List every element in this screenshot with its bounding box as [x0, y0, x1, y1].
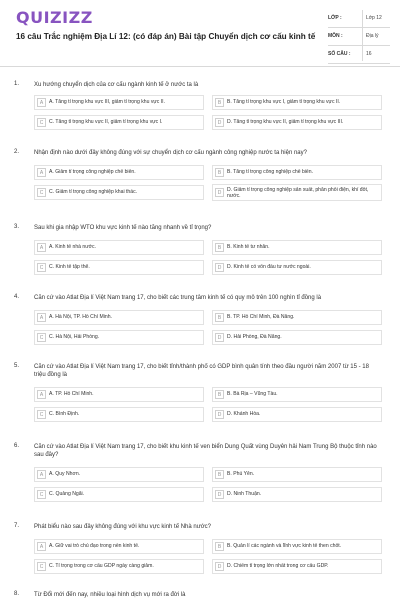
- option-letter: D: [215, 562, 224, 571]
- option-a[interactable]: [34, 467, 204, 482]
- option-text: C. Kinh tế tập thể.: [49, 264, 90, 270]
- question-number: 3.: [14, 224, 20, 230]
- option-letter: D: [215, 118, 224, 127]
- option-letter: C: [37, 188, 46, 197]
- option-c[interactable]: [34, 260, 204, 275]
- option-a[interactable]: [34, 539, 204, 554]
- option-letter: B: [215, 470, 224, 479]
- option-d[interactable]: [212, 260, 382, 275]
- option-letter: B: [215, 243, 224, 252]
- option-text: B. Phú Yên.: [227, 471, 255, 477]
- option-b[interactable]: [212, 467, 382, 482]
- option-b[interactable]: [212, 387, 382, 402]
- meta-row-grade: [328, 10, 390, 28]
- question-number: 1.: [14, 81, 20, 87]
- option-letter: C: [37, 490, 46, 499]
- question-number: 4.: [14, 294, 20, 300]
- option-c[interactable]: [34, 330, 204, 345]
- question-number: 7.: [14, 523, 20, 529]
- option-text: C. Bình Định.: [49, 411, 80, 417]
- option-letter: D: [215, 333, 224, 342]
- option-text: A. Quy Nhơn.: [49, 471, 81, 477]
- meta-key: SỐ CÂU :: [328, 51, 351, 57]
- option-d[interactable]: [212, 407, 382, 422]
- option-d[interactable]: [212, 115, 382, 130]
- option-a[interactable]: [34, 310, 204, 325]
- option-letter: A: [37, 98, 46, 107]
- option-letter: A: [37, 542, 46, 551]
- option-text: C. Giảm tỉ trọng công nghiệp khai thác.: [49, 189, 138, 195]
- meta-value: Lớp 12: [366, 15, 382, 21]
- meta-value: Địa lý: [366, 33, 379, 39]
- question-text: Căn cứ vào Atlat Địa lí Việt Nam trang 17, cho biết tỉnh/thành phố có GDP bình quân tính theo đầu người năm 2007 từ 15 - 18 triệu đồng là: [34, 364, 369, 378]
- option-c[interactable]: [34, 185, 204, 200]
- question-text: Phát biểu nào sau đây không đúng với khu vực kinh tế Nhà nước?: [34, 524, 212, 530]
- option-text: D. Chiếm tỉ trọng lớn nhất trong cơ cấu GDP.: [227, 563, 329, 569]
- meta-key: MÔN :: [328, 33, 343, 39]
- option-letter: C: [37, 410, 46, 419]
- option-letter: A: [37, 470, 46, 479]
- option-text: A. Kinh tế nhà nước.: [49, 244, 96, 250]
- option-a[interactable]: [34, 387, 204, 402]
- option-d[interactable]: [212, 487, 382, 502]
- option-text: B. Quản lí các ngành và lĩnh vực kinh tế then chốt.: [227, 543, 342, 549]
- option-a[interactable]: [34, 165, 204, 180]
- question-text: Sau khi gia nhập WTO khu vực kinh tế nào tăng nhanh về tỉ trọng?: [34, 225, 212, 231]
- option-d[interactable]: [212, 559, 382, 574]
- option-letter: C: [37, 562, 46, 571]
- meta-table: [328, 10, 390, 64]
- option-letter: B: [215, 390, 224, 399]
- option-letter: B: [215, 168, 224, 177]
- option-letter: D: [215, 410, 224, 419]
- option-text: D. Giảm tỉ trọng công nghiệp sản xuất, phân phối điện, khí đốt, nước.: [227, 187, 369, 199]
- option-a[interactable]: [34, 240, 204, 255]
- option-c[interactable]: [34, 487, 204, 502]
- question-text: Căn cứ vào Atlat Địa lí Việt Nam trang 17, cho biết các trung tâm kinh tế có quy mô trên 100 nghìn tỉ đồng là: [34, 295, 322, 301]
- option-letter: C: [37, 118, 46, 127]
- option-letter: B: [215, 313, 224, 322]
- option-text: D. Kinh tế có vốn đầu tư nước ngoài.: [227, 264, 311, 270]
- question-number: 5.: [14, 363, 20, 369]
- question-number: 8.: [14, 591, 20, 597]
- option-letter: D: [215, 188, 224, 197]
- meta-key: LỚP :: [328, 15, 342, 21]
- option-text: A. TP. Hồ Chí Minh.: [49, 391, 94, 397]
- option-text: B. Kinh tế tư nhân.: [227, 244, 270, 250]
- option-text: D. Hải Phòng, Đà Nẵng.: [227, 334, 282, 340]
- quizizz-logo: QUIZIZZ: [16, 8, 93, 27]
- option-text: D. Tăng tỉ trọng khu vực II, giảm tỉ trọng khu vực III.: [227, 119, 344, 125]
- document-title: 16 câu Trắc nghiệm Địa Lí 12: (có đáp án) Bài tập Chuyển dịch cơ cấu kinh tế: [16, 32, 316, 41]
- option-text: A. Giữ vai trò chủ đạo trong nền kinh tế.: [49, 543, 140, 549]
- option-text: D. Khánh Hòa.: [227, 411, 261, 417]
- option-letter: C: [37, 333, 46, 342]
- question-text: Từ Đổi mới đến nay, nhiều loại hình dịch vụ mới ra đời là: [34, 592, 186, 598]
- option-text: B. Tăng tỉ trọng công nghiệp chế biến.: [227, 169, 313, 175]
- option-text: A. Tăng tỉ trọng khu vực III, giảm tỉ trọng khu vực II.: [49, 99, 166, 105]
- question-number: 2.: [14, 149, 20, 155]
- option-text: A. Giảm tỉ trọng công nghiệp chế biến.: [49, 169, 136, 175]
- option-c[interactable]: [34, 115, 204, 130]
- option-text: B. Tăng tỉ trọng khu vực I, giảm tỉ trọng khu vực II.: [227, 99, 341, 105]
- option-text: D. Ninh Thuận.: [227, 491, 262, 497]
- option-d[interactable]: [212, 184, 382, 201]
- option-letter: B: [215, 542, 224, 551]
- option-c[interactable]: [34, 559, 204, 574]
- meta-row-count: [328, 46, 390, 64]
- option-text: B. Bà Rịa – Vũng Tàu.: [227, 391, 278, 397]
- option-text: A. Hà Nội, TP. Hồ Chí Minh.: [49, 314, 112, 320]
- option-letter: D: [215, 263, 224, 272]
- option-b[interactable]: [212, 95, 382, 110]
- question-text: Nhận định nào dưới đây không đúng với sự chuyển dịch cơ cấu ngành công nghiệp nước ta hiện nay?: [34, 150, 307, 156]
- option-text: C. Quảng Ngãi.: [49, 491, 85, 497]
- option-letter: A: [37, 313, 46, 322]
- option-letter: A: [37, 243, 46, 252]
- option-letter: C: [37, 263, 46, 272]
- meta-value: 16: [366, 51, 372, 57]
- option-b[interactable]: [212, 539, 382, 554]
- page-header: [0, 0, 400, 67]
- option-text: B. TP. Hồ Chí Minh, Đà Nẵng.: [227, 314, 295, 320]
- question-number: 6.: [14, 443, 20, 449]
- option-d[interactable]: [212, 330, 382, 345]
- option-b[interactable]: [212, 240, 382, 255]
- option-text: C. Tỉ trọng trong cơ cấu GDP ngày càng giảm.: [49, 563, 154, 569]
- question-text: Xu hướng chuyển dịch của cơ cấu ngành kinh tế ở nước ta là: [34, 82, 199, 88]
- option-b[interactable]: [212, 310, 382, 325]
- meta-row-subject: [328, 28, 390, 46]
- option-letter: A: [37, 390, 46, 399]
- option-text: C. Tăng tỉ trọng khu vực II, giảm tỉ trọng khu vực I.: [49, 119, 163, 125]
- option-letter: A: [37, 168, 46, 177]
- question-text: Căn cứ vào Atlat Địa lí Việt Nam trang 17, cho biết khu kinh tế ven biển Dung Quất vùng Duyên hải Nam Trung Bộ thuộc tỉnh nào sau đây?: [34, 444, 377, 458]
- option-c[interactable]: [34, 407, 204, 422]
- option-a[interactable]: [34, 95, 204, 110]
- option-b[interactable]: [212, 165, 382, 180]
- option-text: C. Hà Nội, Hải Phòng.: [49, 334, 100, 340]
- option-letter: B: [215, 98, 224, 107]
- option-letter: D: [215, 490, 224, 499]
